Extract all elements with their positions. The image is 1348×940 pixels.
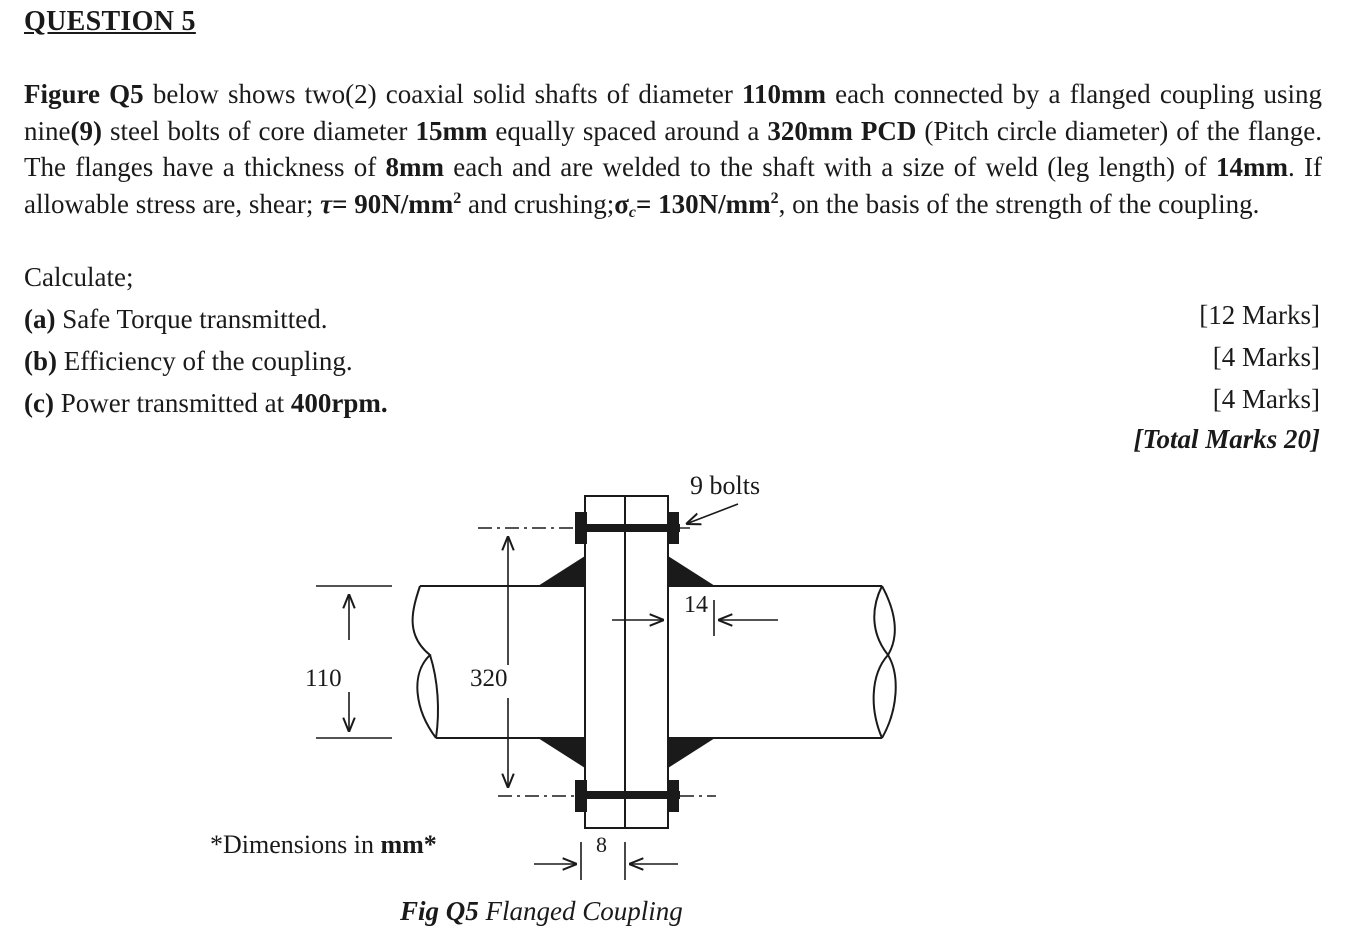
flanged-coupling-figure <box>0 460 1348 940</box>
part-text: Efficiency of the coupling. <box>57 346 353 376</box>
part-b <box>24 346 353 377</box>
subscript: c <box>628 203 637 221</box>
part-text: Power transmitted at <box>53 388 291 418</box>
bolt-nut-top-right <box>667 512 679 544</box>
bolt-head-top-left <box>575 512 587 544</box>
bolt-diameter-value: 15mm <box>415 115 488 146</box>
pcd-label: 320 <box>470 665 508 692</box>
calculate-label: Calculate; <box>24 262 134 292</box>
text-run: . If allowable stress are, shear; <box>24 152 1323 219</box>
right-flange <box>625 496 668 828</box>
part-a <box>24 304 328 335</box>
superscript: 2 <box>770 189 779 207</box>
speed-value: 400rpm. <box>290 388 388 418</box>
shaft-diameter-label: 110 <box>305 665 342 692</box>
text-run: steel bolts of core diameter <box>101 115 416 146</box>
bolt-top <box>575 524 680 532</box>
superscript: 2 <box>453 189 462 207</box>
right-shaft-break <box>874 586 888 738</box>
text-run: (Pitch circle diameter) of the flange. The flanges have a thickness of <box>24 115 1322 182</box>
bolts-pointer-arrow <box>686 504 738 524</box>
part-c <box>24 388 388 419</box>
text-run: and crushing; <box>461 188 615 219</box>
weld-top-right <box>668 556 715 586</box>
part-label: (b) <box>24 346 57 376</box>
shaft-diameter-value: 110mm <box>742 79 827 109</box>
text-run: each and are welded to the shaft with a size of weld (leg length) of <box>443 152 1217 182</box>
flange-thickness-value: 8mm <box>385 152 444 182</box>
shear-stress-value: = 90N/mm <box>332 188 454 219</box>
weld-size-value: 14mm <box>1216 152 1288 182</box>
bolts-label: 9 bolts <box>690 471 761 500</box>
weld-bottom-left <box>538 738 585 768</box>
caption-label: Fig Q5 <box>400 896 479 926</box>
left-flange <box>585 496 625 828</box>
part-label: (c) <box>24 388 54 418</box>
total-marks: [Total Marks 20] <box>1133 424 1320 454</box>
weld-bottom-right <box>668 738 715 768</box>
note-prefix: *Dimensions in <box>210 830 381 859</box>
bolt-nut-bottom-right <box>667 780 679 812</box>
figure-reference: Figure Q5 <box>24 79 144 109</box>
part-b-marks: [4 Marks] <box>1212 342 1320 372</box>
text-run: each connected by a flanged coupling using nine <box>24 79 1322 146</box>
part-a-marks: [12 Marks] <box>1199 300 1320 330</box>
part-label: (a) <box>24 304 56 334</box>
flange-thickness-label: 8 <box>596 832 607 857</box>
text-run: , on the basis of the strength of the coupling. <box>778 188 1260 219</box>
bolt-bottom <box>575 791 680 799</box>
note-unit: mm* <box>380 830 437 859</box>
weld-top-left <box>538 556 585 586</box>
sigma-symbol: σ <box>614 188 629 219</box>
text-run: equally spaced around a <box>487 115 768 146</box>
bolt-count-value: (9) <box>70 115 102 146</box>
problem-statement <box>24 76 1322 222</box>
question-heading: QUESTION 5 <box>24 6 196 37</box>
text-run: below shows two(2) coaxial solid shafts of diameter <box>143 79 743 109</box>
bolt-head-bottom-left <box>575 780 587 812</box>
dimensions-note <box>210 830 437 859</box>
crushing-stress-value: = 130N/mm <box>636 188 771 219</box>
caption-text: Flanged Coupling <box>478 896 683 926</box>
tau-symbol: τ <box>320 188 333 219</box>
weld-size-label: 14 <box>684 592 708 618</box>
part-text: Safe Torque transmitted. <box>55 304 328 334</box>
figure-caption <box>399 896 683 926</box>
pcd-value: 320mm PCD <box>767 115 917 146</box>
part-c-marks: [4 Marks] <box>1212 384 1320 414</box>
